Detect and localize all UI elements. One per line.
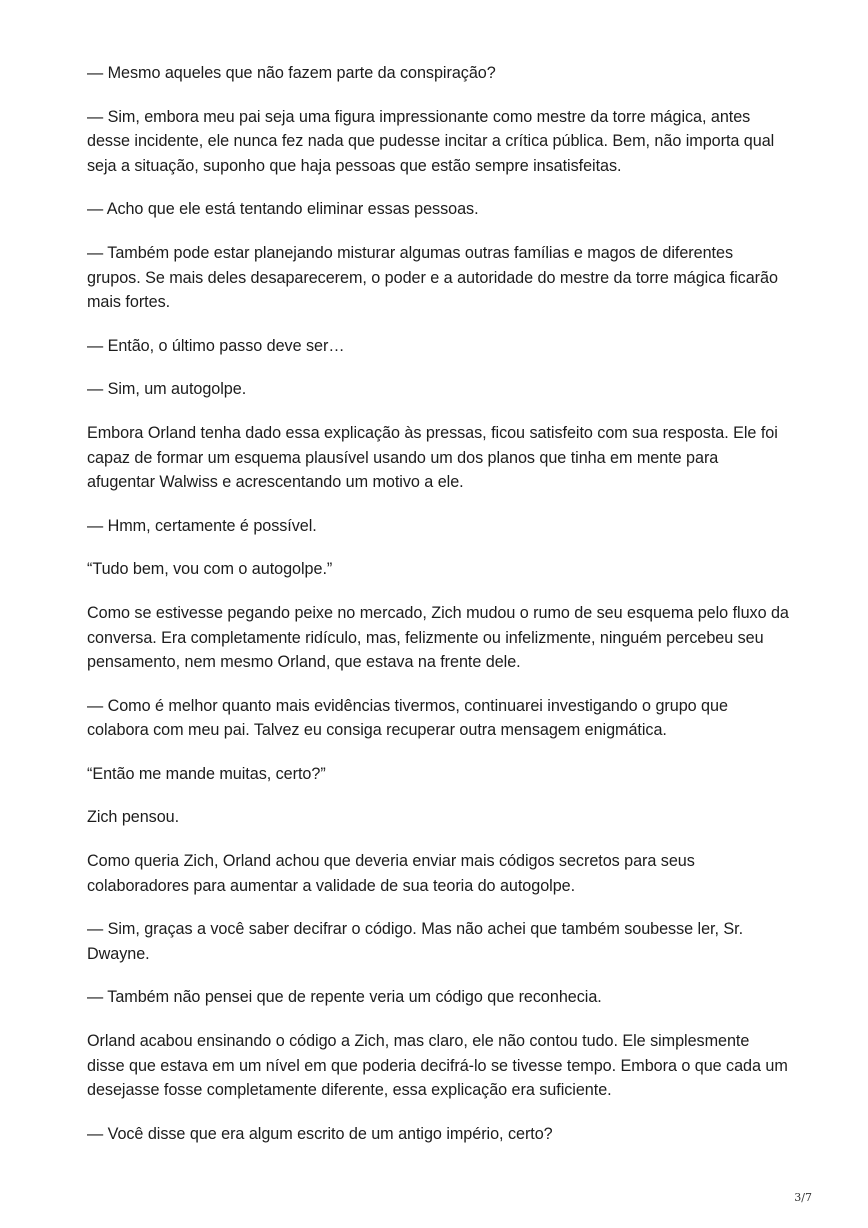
paragraph: — Hmm, certamente é possível. [87, 516, 317, 535]
paragraph: Orland acabou ensinando o código a Zich, mas claro, ele não contou tudo. Ele simplesmente disse que estava em um nível em que poderia decifrá-lo se tivesse tempo. Embora o que cada um desejasse fosse completamente diferente, essa explicação era suficiente. [87, 1032, 788, 1100]
paragraph: — Mesmo aqueles que não fazem parte da conspiração? [87, 64, 496, 82]
paragraph: — Então, o último passo deve ser… [87, 336, 345, 355]
paragraph: — Você disse que era algum escrito de um antigo império, certo? [87, 1124, 553, 1143]
paragraph: “Então me mande muitas, certo?” [87, 764, 326, 783]
paragraph: — Como é melhor quanto mais evidências tivermos, continuarei investigando o grupo que colabora com meu pai. Talvez eu consiga recuperar outra mensagem enigmática. [87, 696, 728, 740]
paragraph: — Sim, embora meu pai seja uma figura impressionante como mestre da torre mágica, antes desse incidente, ele nunca fez nada que pudesse incitar a crítica pública. Bem, não importa qual seja a situação, suponho que haja pessoas que estão sempre insatisfeitas. [87, 107, 775, 175]
paragraph: — Sim, graças a você saber decifrar o código. Mas não achei que também soubesse ler, Sr. Dwayne. [87, 920, 744, 963]
paragraph: — Acho que ele está tentando eliminar essas pessoas. [87, 200, 479, 219]
paragraph: — Sim, um autogolpe. [87, 380, 247, 399]
paragraph: Zich pensou. [87, 808, 180, 827]
page-number: 3/7 [794, 1191, 812, 1204]
document-body [87, 61, 789, 1165]
paragraph: — Também não pensei que de repente veria um código que reconhecia. [87, 988, 602, 1007]
paragraph: Como se estivesse pegando peixe no mercado, Zich mudou o rumo de seu esquema pelo fluxo da conversa. Era completamente ridículo, mas, felizmente ou infelizmente, ninguém percebeu seu pensamento, nem mesmo Orland, que estava na frente dele. [87, 603, 789, 672]
paragraph: Embora Orland tenha dado essa explicação às pressas, ficou satisfeito com sua resposta. Ele foi capaz de formar um esquema plausível usando um dos planos que tinha em mente para afugentar Walwiss e acrescentando um motivo a ele. [87, 423, 778, 492]
paragraph: “Tudo bem, vou com o autogolpe.” [87, 560, 333, 579]
paragraph: — Também pode estar planejando misturar algumas outras famílias e magos de diferentes grupos. Se mais deles desaparecerem, o poder e a autoridade do mestre da torre mágica ficarão mais fortes. [87, 243, 778, 312]
paragraph: Como queria Zich, Orland achou que deveria enviar mais códigos secretos para seus colaboradores para aumentar a validade de sua teoria do autogolpe. [87, 852, 695, 895]
